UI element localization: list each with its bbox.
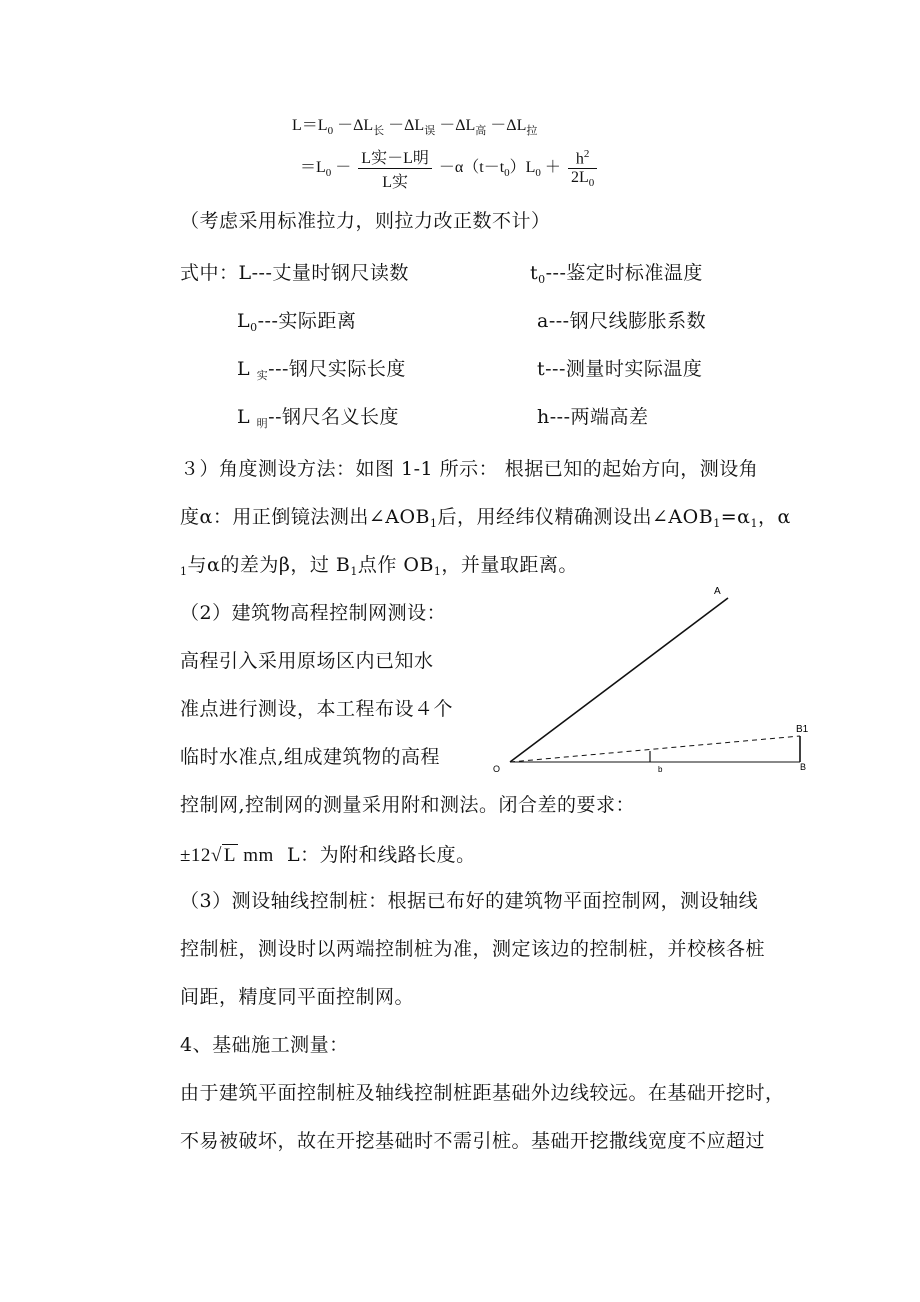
text-segment: 与α的差为β，过 B (187, 554, 351, 576)
fraction-numerator: L实－L明 (358, 145, 432, 169)
legend-sub: 0 (250, 321, 258, 334)
legend-desc: ---测量时实际温度 (545, 358, 703, 380)
formula-line-1 (292, 112, 537, 138)
formula-term: －ΔL (388, 117, 425, 134)
legend-desc: ---两端高差 (549, 406, 649, 428)
angle-method-line-1: ３）角度测设方法：如图 1-1 所示： 根据已知的起始方向，测设角 (180, 458, 759, 480)
section-3-line-3: 间距，精度同平面控制网。 (180, 986, 415, 1008)
formula-eq: ＝L (300, 159, 326, 177)
legend-symbol: t (530, 262, 539, 284)
text-segment: =α (720, 506, 751, 528)
section-4-line-1: 由于建筑平面控制桩及轴线控制桩距基础外边线较远。在基础开挖时， (180, 1082, 785, 1104)
formula-plus: ＋ (544, 159, 561, 177)
label-a: A (714, 586, 721, 597)
label-o: O (493, 764, 501, 774)
fraction-denominator (568, 169, 597, 189)
formula-line-2 (300, 145, 600, 192)
formula-sub: 高 (475, 125, 487, 137)
formula-term: －ΔL (337, 117, 374, 134)
subscript: 1 (750, 517, 758, 530)
section-2-line-1: 高程引入采用原场区内已知水 (180, 650, 434, 672)
fraction-denominator: L实 (382, 174, 408, 191)
section-2-line-4: 控制网,控制网的测量采用附和测法。闭合差的要求： (180, 794, 636, 816)
legend-symbol: L (237, 358, 251, 380)
section-2-line-3: 临时水准点,组成建筑物的高程 (180, 746, 441, 768)
formula-sub: 0 (325, 167, 332, 180)
tolerance-desc: L：为附和线路长度。 (287, 844, 476, 866)
legend-row-3 (237, 354, 406, 383)
legend-symbol: t (537, 358, 546, 380)
text-segment: 度α：用正倒镜法测出∠AOB (180, 506, 431, 528)
sqrt-icon: √ (210, 845, 222, 866)
legend-symbol: L (237, 406, 251, 428)
fraction-numerator (568, 148, 597, 169)
legend-sub: 实 (256, 369, 269, 382)
section-4-title: 4、基础施工测量： (180, 1034, 349, 1056)
h-symbol: h (575, 150, 584, 168)
section-2-title: （2）建筑物高程控制网测设： (180, 602, 447, 624)
legend-symbol: L (237, 310, 251, 332)
legend-symbol: h (537, 406, 550, 428)
fraction-2 (568, 148, 597, 189)
formula-sub: 0 (535, 167, 541, 180)
legend-desc: ---钢尺实际长度 (268, 358, 406, 380)
legend-desc: ---鉴定时标准温度 (545, 262, 703, 284)
formula-term: －ΔL (439, 117, 476, 134)
legend-right-4 (537, 402, 649, 429)
formula-sub: 0 (327, 125, 334, 137)
text-segment: ，α (757, 506, 791, 528)
section-3-line-2: 控制桩，测设时以两端控制桩为准，测定该边的控制桩，并校核各桩 (180, 938, 766, 960)
formula-term: －ΔL (490, 117, 527, 134)
legend-row-4 (237, 402, 399, 431)
legend-desc: --钢尺名义长度 (268, 406, 400, 428)
section-3-line-1: （3）测设轴线控制桩：根据已布好的建筑物平面控制网，测设轴线 (180, 890, 759, 912)
subscript: 1 (430, 517, 438, 530)
formula-sub: 误 (424, 125, 436, 137)
legend-desc: ---实际距离 (257, 310, 357, 332)
formula-sub: 长 (373, 125, 385, 137)
legend-sub: 明 (256, 417, 269, 430)
formula-minus: － (335, 159, 352, 177)
section-4-line-2: 不易被破坏，故在开挖基础时不需引桩。基础开挖撒线宽度不应超过 (180, 1130, 766, 1152)
formula-middle-end: ）L (509, 159, 536, 177)
subscript: 1 (713, 517, 721, 530)
tolerance-line (180, 840, 476, 867)
label-beta: b (658, 765, 663, 774)
legend-right-3 (537, 354, 702, 381)
angle-method-line-2 (180, 502, 791, 530)
line-oa (510, 598, 728, 762)
legend-row-2 (237, 306, 356, 334)
formula-sub: 拉 (526, 125, 538, 137)
legend-row-1 (180, 258, 409, 285)
text-segment: ，并量取距离。 (441, 554, 578, 576)
legend-symbol: a (537, 310, 549, 332)
subscript: 1 (350, 565, 358, 578)
line-ob1 (510, 736, 800, 762)
legend-symbol: L (238, 262, 252, 284)
legend-desc: ---丈量时钢尺读数 (251, 262, 409, 284)
legend-desc: ---钢尺线膨胀系数 (548, 310, 707, 332)
sqrt-var: L (223, 845, 236, 866)
formula-sub: 0 (588, 177, 595, 190)
tolerance-value: ±12 (180, 845, 211, 866)
formula-lhs: L＝L (292, 117, 328, 134)
legend-right-2 (537, 306, 706, 333)
subscript: 1 (180, 565, 188, 578)
tolerance-unit: mm (243, 845, 274, 866)
label-b1: B1 (796, 724, 809, 735)
subscript: 1 (433, 565, 442, 578)
angle-method-line-3 (180, 550, 578, 578)
text-segment: 后，用经纬仪精确测设出∠AOB (437, 506, 714, 528)
legend-prefix: 式中： (180, 262, 239, 284)
text-segment: 点作 OB (357, 554, 434, 576)
denominator-text: 2L (570, 169, 589, 187)
formula-middle: －α（t－t (438, 159, 505, 177)
fraction-1 (358, 145, 432, 192)
formula-sup: 2 (583, 147, 590, 160)
tension-note: （考虑采用标准拉力，则拉力改正数不计） (180, 210, 551, 232)
formula-sub: 0 (504, 167, 510, 180)
legend-right-1 (530, 258, 703, 286)
legend-sub: 0 (538, 273, 546, 286)
label-b: B (800, 762, 807, 772)
section-2-line-2: 准点进行测设，本工程布设４个 (180, 698, 454, 720)
angle-diagram (490, 580, 820, 780)
